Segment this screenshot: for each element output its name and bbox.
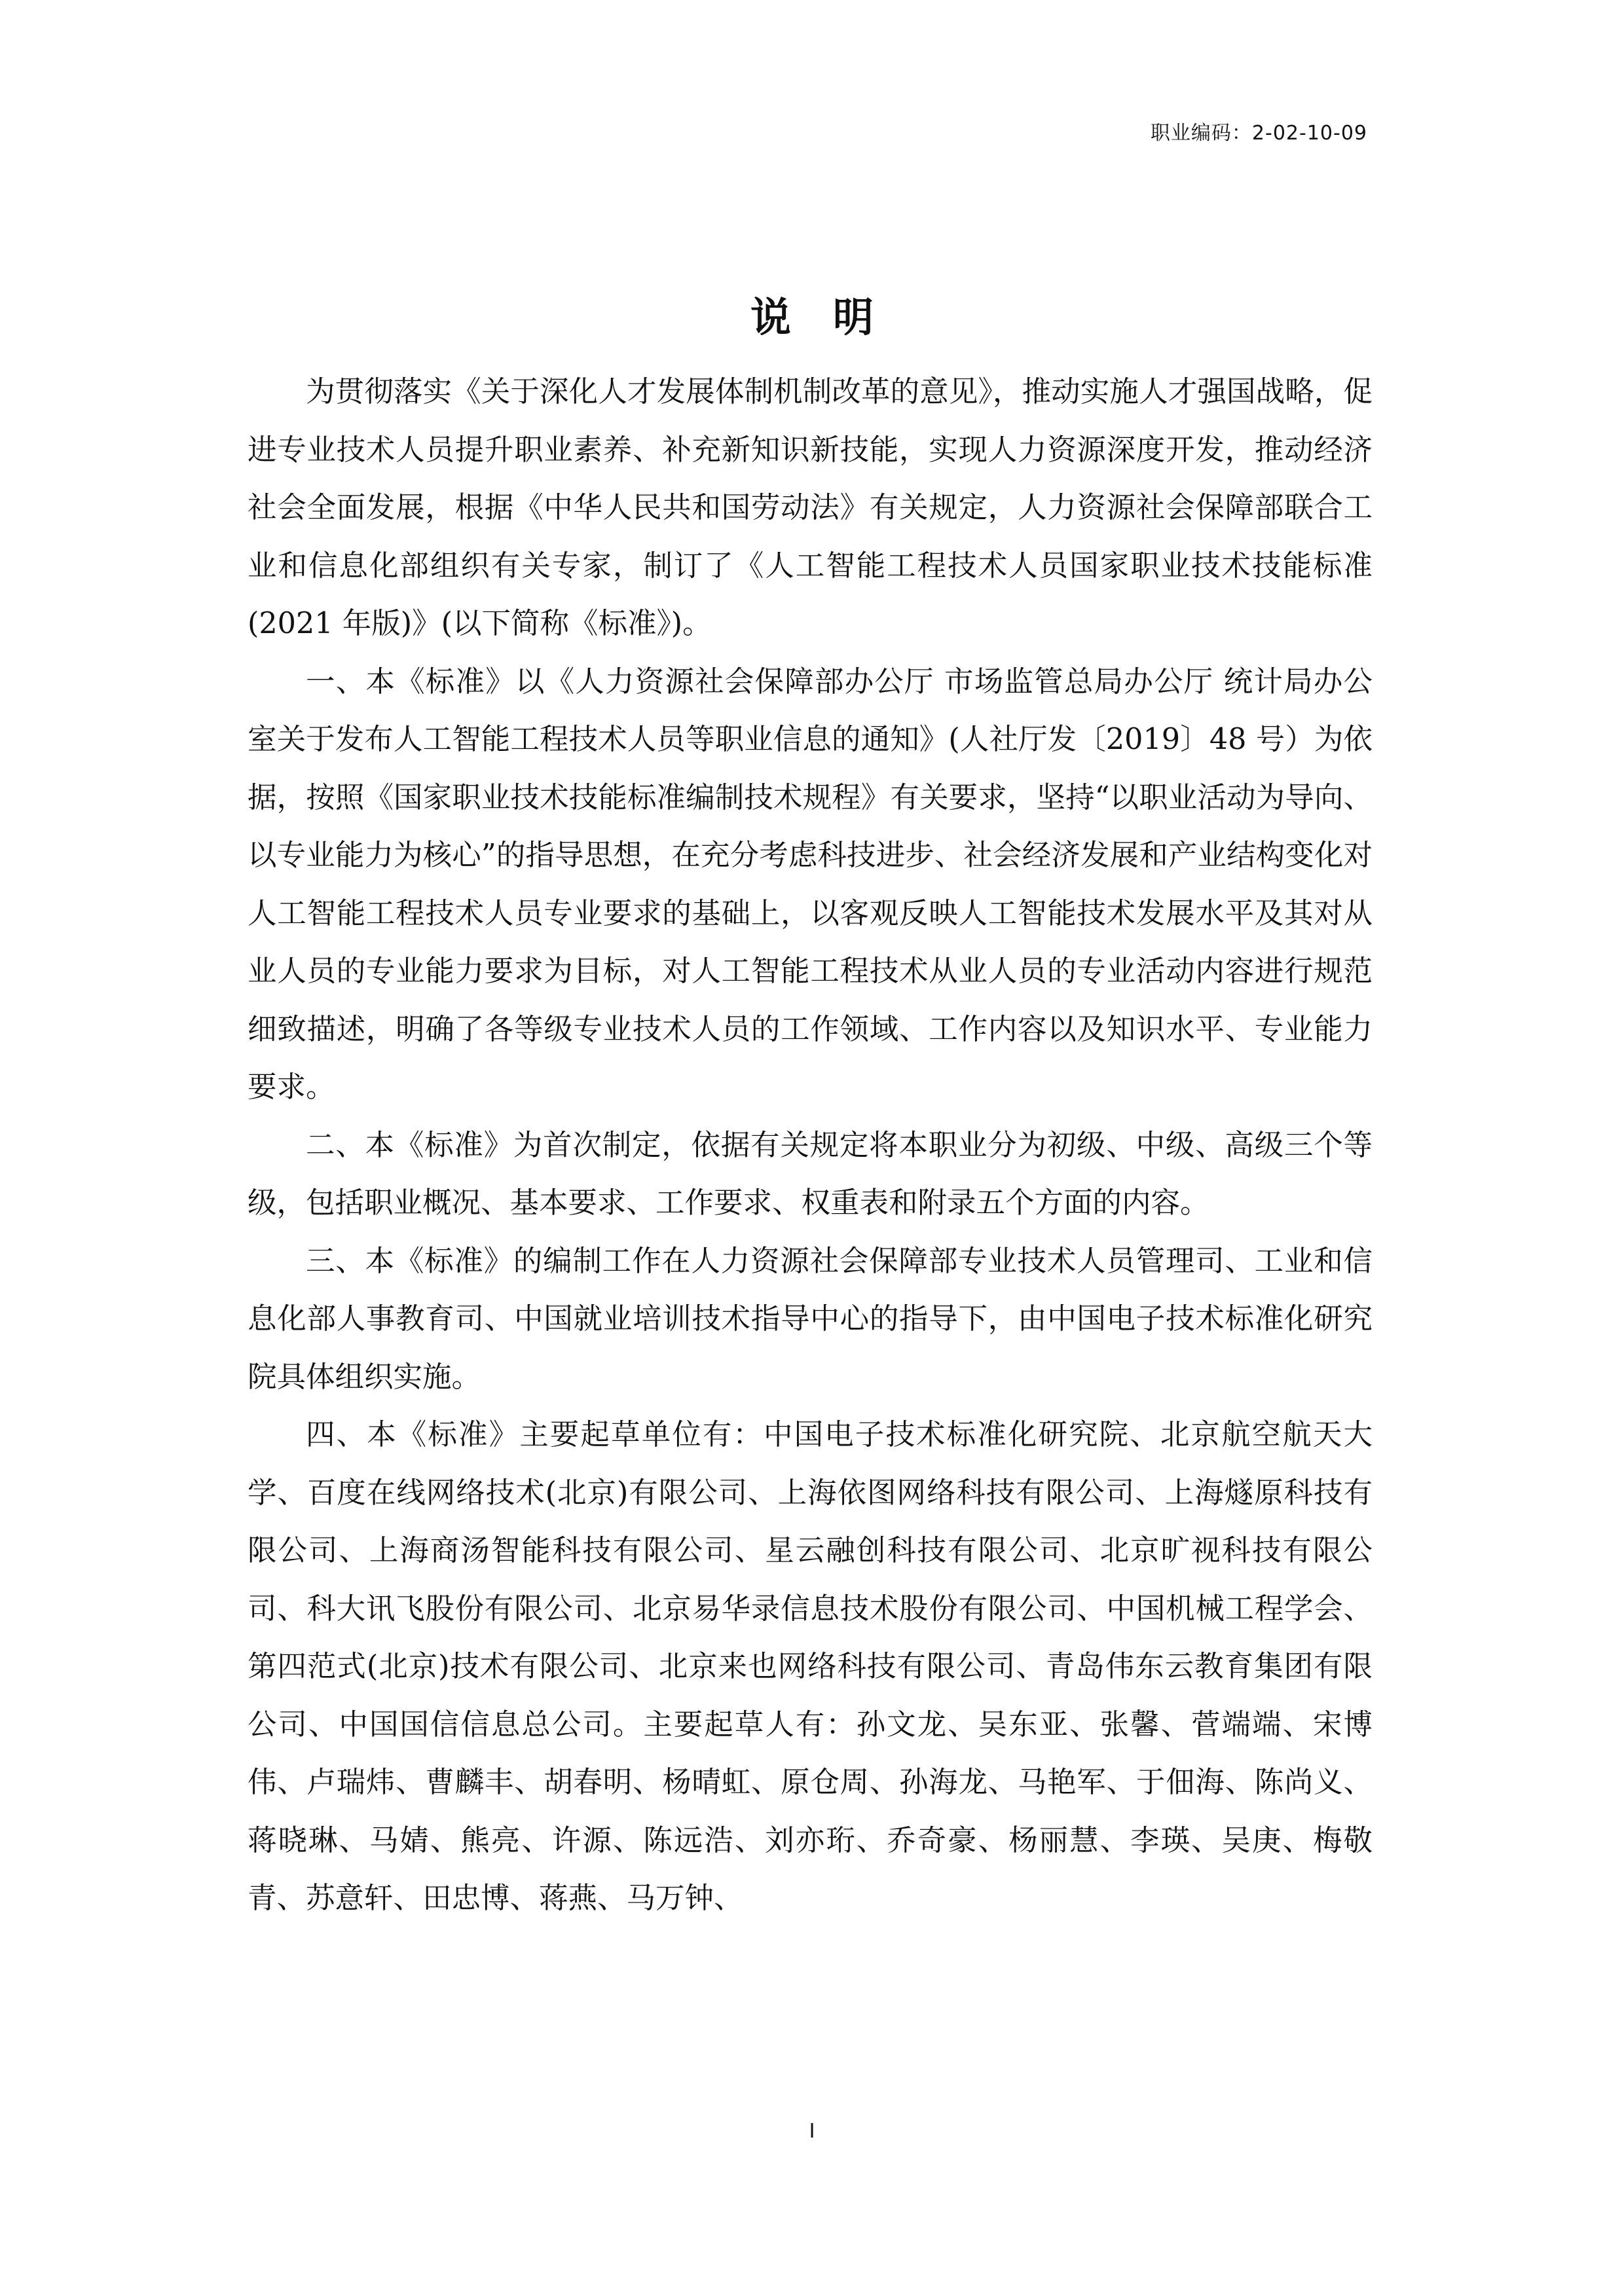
paragraph-organization: 三、本《标准》的编制工作在人力资源社会保障部专业技术人员管理司、工业和信息化部人事教育司、中国就业培训技术指导中心的指导下，由中国电子技术标准化研究院具体组织实施。 [248, 1244, 1373, 1394]
document-body [248, 363, 1373, 1928]
page-title: 说明 [750, 293, 915, 341]
paragraph-intro: 为贯彻落实《关于深化人才发展体制机制改革的意见》，推动实施人才强国战略，促进专业技术人员提升职业素养、补充新知识新技能，实现人力资源深度开发，推动经济社会全面发展，根据《中华人民共和国劳动法》有关规定，人力资源社会保障部联合工业和信息化部组织有关专家，制订了《人工智能工程技术人员国家职业技术技能标准(2021 年版)》(以下简称《标准》)。 [248, 375, 1373, 640]
paragraph-basis: 一、本《标准》以《人力资源社会保障部办公厅 市场监管总局办公厅 统计局办公室关于发布人工智能工程技术人员等职业信息的通知》(人社厅发〔2019〕48 号）为依据，按照《国家职业技术技能标准编制技术规程》有关要求，坚持“以职业活动为导向、以专业能力为核心”的指导思想，在充分考虑科技进步、社会经济发展和产业结构变化对人工智能工程技术人员专业要求的基础上，以客观反映人工智能技术发展水平及其对从业人员的专业能力要求为目标，对人工智能工程技术从业人员的专业活动内容进行规范细致描述，明确了各等级专业技术人员的工作领域、工作内容以及知识水平、专业能力要求。 [248, 665, 1373, 1104]
occupation-code: 职业编码：2-02-10-09 [1150, 122, 1367, 145]
page-number: I [809, 2120, 815, 2143]
paragraph-drafters: 四、本《标准》主要起草单位有：中国电子技术标准化研究院、北京航空航天大学、百度在线网络技术(北京)有限公司、上海依图网络科技有限公司、上海燧原科技有限公司、上海商汤智能科技有限公司、星云融创科技有限公司、北京旷视科技有限公司、科大讯飞股份有限公司、北京易华录信息技术股份有限公司、中国机械工程学会、第四范式(北京)技术有限公司、北京来也网络科技有限公司、青岛伟东云教育集团有限公司、中国国信信息总公司。主要起草人有：孙文龙、吴东亚、张馨、菅端端、宋博伟、卢瑞炜、曹麟丰、胡春明、杨晴虹、原仓周、孙海龙、马艳军、于佃海、陈尚义、蒋晓琳、马婧、熊亮、许源、陈远浩、刘亦珩、乔奇豪、杨丽慧、李瑛、吴庚、梅敬青、苏意轩、田忠博、蒋燕、马万钟、 [248, 1418, 1373, 1915]
paragraph-levels: 二、本《标准》为首次制定，依据有关规定将本职业分为初级、中级、高级三个等级，包括职业概况、基本要求、工作要求、权重表和附录五个方面的内容。 [248, 1128, 1373, 1220]
